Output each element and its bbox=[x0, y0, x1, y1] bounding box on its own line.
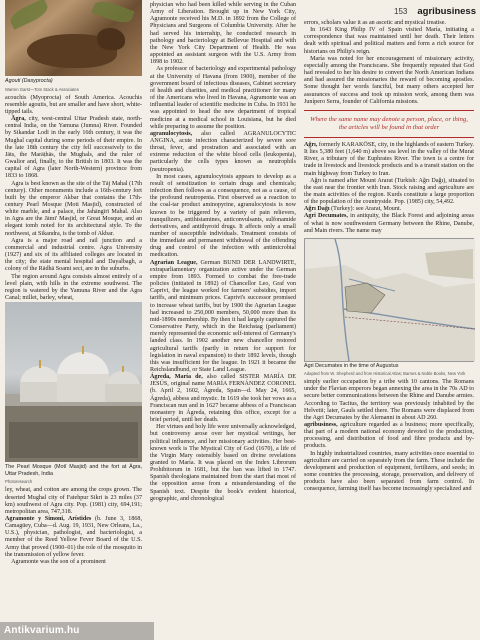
watermark-text: Antikvarium.hu bbox=[0, 622, 154, 640]
entry-agri-dagi: Ağrı Dağı (Turkey): see Ararat, Mount. bbox=[304, 206, 402, 213]
agouti-photo bbox=[5, 0, 142, 76]
entry-agri: Ağrı, formerly KARAKÖSE, city, in the highlands of eastern Turkey. It lies 5,380 feet (1,640 m) above sea level in the valley of the Murat River, a tributary of the Euphrates River. The town is a centre for trade in livestock and livestock products and is a transit station on the main highway from Turkey to Iran. bbox=[304, 141, 474, 177]
page-header bbox=[360, 4, 476, 18]
column-left bbox=[5, 0, 142, 566]
headword: agribusiness, bbox=[304, 422, 338, 428]
body-paragraph: In highly industrialized countries, many activities once essential to agriculture are carried on separately from the farm. These include the development and production of equipment, fertilizers, and seeds; in some countries the processing, storage, preservation, and delivery of products have also been separated from farm control. In consequence, farming itself has become increasingly specialized and bbox=[304, 450, 474, 493]
foliage-shape bbox=[91, 0, 134, 26]
entry-agrarian-league: Agrarian League, German BUND DER LANDWIRTE, extraparliamentary organization active under the German empire from 1893. Formed to combat the free-trade policies (initiated in 1892) of Chancellor Leo, Graf von Caprivi, the league worked for farmers' subsidies, import tariffs, and minimum prices. Caprivi's successor promised to increase wheat tariffs, but by 1900 the Agrarian League had increased to 250,000 members, 50,000 more than its mid-1890s membership. By then it had largely captured the Conservative Party, which in the Reichstag (parliament) merely represented the economic self-interest of Germany's landed class. In 1902 another new chancellor restored agricultural tariffs (partly in return for support for legislation in naval expansion) to their 1892 levels, though this was insufficient for the league. In 1921 it became the Reichslandbund, or State Land League. bbox=[150, 259, 296, 373]
entry-agra: Āgra, city, west-central Uttar Pradesh state, north-central India, on the Yamuna (Jumna) River. Founded by Sikandar Lodī in the early 16th century, it was the Mughal capital during some periods of their empire. In the late 18th century the city fell successively to the Jāts, the Marāṭhās, the Mughals, and the ruler of Gwalior and, finally, to the British in 1803. It was the capital of Agra (later North-Western) province from 1833 to 1868. bbox=[5, 116, 142, 180]
agouti-head-shape bbox=[97, 28, 125, 50]
headword: Agrarian League, bbox=[150, 259, 198, 266]
guide-word: agribusiness bbox=[417, 5, 476, 17]
body-paragraph: In most cases, agranulocytosis appears to develop as a result of sensitization to certain drugs and chemicals; infection then follows as a consequence, not as a cause, of the profound neutropenia. First observed as a reaction to the coal-tar product aminopyrine, agranulocytosis is now known to be triggered by a variety of pain relievers, tranquilizers, antihistamines, anticonvulsants, sulfonamide derivatives, and antithyroid drugs. It affects only a small number of susceptible individuals. Treatment consists of the immediate and permanent withdrawal of the offending drug and control of the infection with antimicrobial medication. bbox=[150, 173, 296, 259]
photo-caption: Agouti (Dasyprocta) bbox=[5, 78, 53, 84]
headword: Agramonte y Simoni, Arístides bbox=[5, 515, 92, 522]
map-credit: Adapted from W. Shepherd and from Historical Atlas; Barnes & Noble Books, New York bbox=[304, 371, 466, 377]
body-paragraph: ley, wheat, and cotton are among the crops grown. The deserted Mughal city of Fatehpur Sikri is 23 miles (37 km) southwest of Agra city. Pop. (1981) city, 694,191; metropolitan area, 747,318. bbox=[5, 487, 142, 515]
agri-decumates-map bbox=[304, 238, 474, 362]
body-paragraph: María was noted for her encouragement of missionary activity, especially among the Franciscans. She frequently repeated that God had revealed to her his desire to convert the North American Indians and had assured the missionaries the reward of becoming apostles. Some thought her words fanciful, but many others accepted her assurances of success and took up mission work, among them was Junípero Serra, founder of California missions. bbox=[304, 55, 474, 105]
headword: Agri Decumates, bbox=[304, 213, 348, 220]
editorial-note: Where the same name may denote a person, place, or thing, the articles will be found in that order bbox=[304, 110, 474, 138]
body-paragraph: acouchis (Myoprocta) of South America. Acouchis resemble agoutis, but are smaller and have short, white-tipped tails. bbox=[5, 94, 142, 115]
body-paragraph: Agra is best known as the site of the Tāj Mahal (17th century). Other monuments include a 16th-century fort built by the emperor Akbar that contains the 17th-century Pearl Mosque (Moti Masjid), constructed of white marble, and a palace, the Jahāngīrī Mahal. Also in Agra are the Jāmi' Masjid, or Great Mosque, and an elegant tomb noted for its architectural style. To the northwest, at Sikandra, is the tomb of Akbar. bbox=[5, 180, 142, 237]
photo-credit: Warren Garst—Tom Stack & Associates bbox=[5, 86, 79, 92]
column-right bbox=[304, 20, 474, 494]
body-paragraph: Agra is a major road and rail junction and a commercial and industrial centre. Agra University (1927) and six of its affiliated colleges are located in the city; the state mental hospital and Dayalbagh, a colony of the Rādhā Soami sect, are in the suburbs. bbox=[5, 237, 142, 273]
headword: Ágreda, María de, bbox=[150, 374, 203, 381]
body-paragraph: errors, scholars value it as an ascetic and mystical treatise. bbox=[304, 20, 446, 26]
photo-credit: Photoresearch bbox=[5, 479, 33, 485]
entry-agreda: Ágreda, María de, also called SISTER MARÍA DE JESÚS, original name MARÍA FERNÁNDEZ CORONEL (b. April 2, 1602, Ágreda, Spain—d. May 24, 1665, Ágreda), abbess and mystic. In 1619 she took her vows as a Franciscan nun and in 1627 became abbess of a Franciscan monastery in Ágreda, retaining this office, except for a brief period, until her death. bbox=[150, 374, 296, 424]
headword: agranulocytosis, bbox=[150, 130, 193, 137]
headword: Āgra, bbox=[11, 116, 26, 123]
body-paragraph: As professor of bacteriology and experimental pathology at the University of Havana (from 1900), member of the government board of infectious diseases, Cabinet secretary of health and charities, and medical practitioner for many of the Americans who lived in Havana, Agramonte was an influential leader of scientific medicine in Cuba. In 1931 he was appointed to head the new department of tropical medicine at a medical school in Louisiana, but he died while preparing to assume the position. bbox=[150, 66, 296, 130]
map-caption: Agri Decumates in the time of Augustus bbox=[304, 362, 399, 369]
photo-caption: The Pearl Mosque (Motī Masjid) and the fort at Āgra, Uttar Pradesh, India bbox=[5, 464, 142, 477]
entry-agribusiness: agribusiness, agriculture regarded as a business; more specifically, that part of a modern national economy devoted to the production, processing, and distribution of food and fibre products and by-products. bbox=[304, 422, 474, 450]
body-paragraph: Her virtues and holy life were universally acknowledged, but controversy arose over her mystical writings, her political influence, and her missionary activities. Her best-known work is The Mystical City of God (1670), a life of the Virgin Mary ostensibly based on divine revelations granted to María. It was placed on the Index Librorum Prohibitorum in 1681, but the ban was lifted in 1747. Spanish theologians maintained from the start that most of the opposition arose from a misunderstanding of the Spanish text. Despite the book's evident historical, geographic, and chronological bbox=[150, 424, 296, 502]
body-paragraph: The region around Agra consists almost entirely of a level plain, with hills in the extreme southwest. The region is watered by the Yamuna River and the Agra Canal; millet, barley, wheat, bbox=[5, 273, 142, 302]
map-illustration bbox=[305, 239, 475, 361]
body-paragraph: physician who had been killed while serving in the Cuban Army of Liberation. Brought up in New York City, Agramonte received his M.D. in 1892 from the College of Physicians and Surgeons of Columbia University. After he had served his internship, he conducted research in pathology and bacteriology at Bellevue Hospital and with the New York City Department of Health. He was appointed an assistant surgeon with the U.S. Army from 1898 to 1902. bbox=[150, 2, 296, 66]
body-paragraph: Ağrı is named after Mount Ararat (Turkish: Ağrı Dağı), situated to the east near the frontier with Iran. Stock raising and agriculture are the main activities of the region. Kurds constitute a large proportion of the population of the countryside. Pop. (1985) city, 54,492. bbox=[304, 177, 474, 206]
pearl-mosque-photo bbox=[5, 302, 142, 462]
headword: Ağrı, bbox=[304, 141, 318, 148]
mosque-domes-illustration bbox=[5, 302, 142, 462]
column-middle bbox=[150, 2, 296, 503]
entry-agramonte: Agramonte y Simoni, Arístides (b. June 3, 1868, Camagüey, Cuba—d. Aug. 19, 1931, New Orleans, La., U.S.), physician, pathologist, and bacteriologist, a member of the Reed Yellow Fever Board of the U.S. Army that proved (1900–01) the role of the mosquito in the transmission of yellow fever. bbox=[5, 515, 142, 558]
entry-agri-decumates: Agri Decumates, in antiquity, the Black Forest and adjoining areas of what is now southwestern Germany between the Rhine, Danube, and Main rivers. The name may bbox=[304, 213, 475, 234]
page-number: 153 bbox=[394, 6, 408, 16]
foliage-shape bbox=[7, 0, 50, 30]
body-paragraph: In 1643 King Philip IV of Spain visited María, initiating a correspondence that was maintained until her death. Their letters dealt with spiritual and political matters and form a rich source for historians on Philip's reign. bbox=[304, 27, 474, 55]
headword: Ağrı Dağı bbox=[304, 206, 330, 213]
body-paragraph: simply earlier occupation by a tribe with 10 cantons. The Romans under the Flavian emperors began annexing the area in the 70s AD to secure better communications between the Rhine and Danube armies. According to Tacitus, the territory was previously inhabited by the Helvetii; later, Gauls settled there. The Romans were displaced from the Agri Decumates by the Alemanni in about AD 260. bbox=[304, 379, 474, 421]
body-paragraph: Agramonte was the son of a prominent bbox=[11, 558, 106, 565]
entry-agranulocytosis: agranulocytosis, also called AGRANULOCYTIC ANGINA, acute infection characterized by severe sore throat, fever, and prostration and associated with an extreme reduction of the white blood cells (leukopenia), particularly the cells types known as neutrophils (neutropenia). bbox=[150, 130, 297, 173]
